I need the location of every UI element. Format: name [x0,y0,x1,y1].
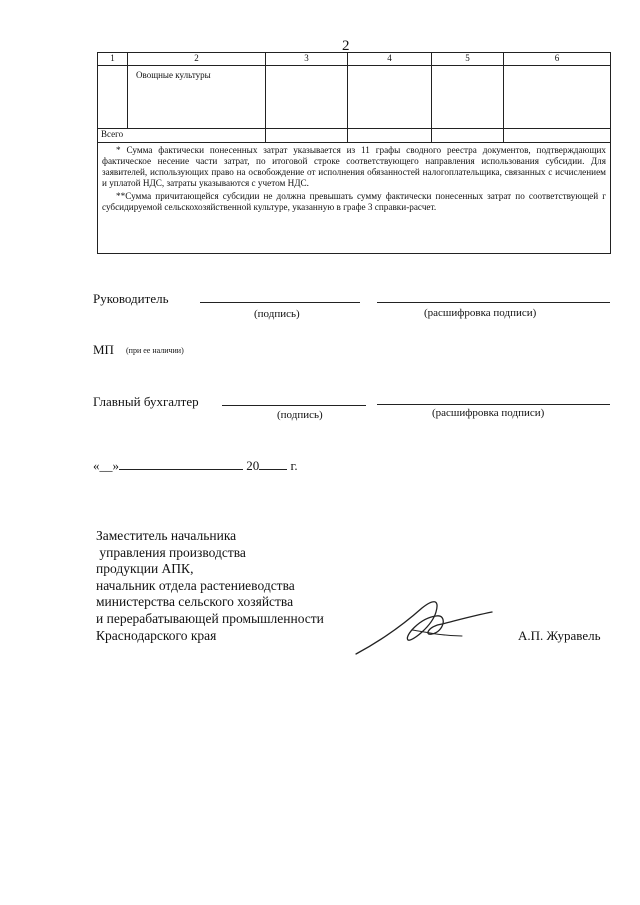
table-cell [348,66,432,129]
column-number: 4 [348,53,432,66]
table-cell [348,129,432,143]
table-cell [98,66,128,129]
head-decode-hint: (расшифровка подписи) [424,307,537,319]
column-number: 5 [432,53,504,66]
table-cell [266,66,348,129]
position-line: Краснодарского края [96,627,217,643]
page-number: 2 [342,38,350,54]
column-number: 6 [504,53,611,66]
column-number: 1 [98,53,128,66]
table-header-row [98,53,611,66]
date-year-suffix: г. [290,458,298,473]
table-cell [432,66,504,129]
accountant-decode-hint: (расшифровка подписи) [432,407,545,419]
notes-row [98,143,611,254]
total-label: Всего [98,129,266,143]
date-month-blank [119,458,243,470]
accountant-sign-hint: (подпись) [277,409,323,421]
head-sign-hint: (подпись) [254,308,300,320]
official-name: А.П. Журавель [518,628,601,643]
column-number: 3 [266,53,348,66]
column-number: 2 [128,53,266,66]
subsidy-table [97,52,611,254]
position-line: министерства сельского хозяйства [96,594,294,610]
stamp-label: МП [93,342,114,357]
head-decode-line [377,302,610,303]
position-line: и перерабатывающей промышленности [96,610,324,626]
date-year-prefix: 20 [246,458,260,473]
table-row [98,66,611,129]
table-cell [504,129,611,143]
total-row [98,129,611,143]
position-line: управления производства [96,544,246,560]
head-label: Руководитель [93,291,169,306]
accountant-decode-line [377,404,610,405]
position-line: продукции АПК, [96,561,194,577]
footnote: * Сумма фактически понесенных затрат указывается из 11 графы сводного реестра документов, подтверждающих фактическое несение части затрат, по итоговой строке соответствующего направления использования субсидии. Для заявителей, использующих право на освобождение от исполнения обязанностей налогоплательщика, связанных с исчислением и уплатой НДС, затраты указываются с учетом НДС. [102,145,606,188]
position-line: Заместитель начальника [96,528,237,543]
handwritten-signature [352,590,502,670]
footnote: **Сумма причитающейся субсидии не должна превышать сумму фактически понесенных затрат по соответствующей г субсидируемой сельскохозяйственной культуре, указанную в графе 3 справки-расчет. [102,191,606,213]
table-cell [432,129,504,143]
accountant-label: Главный бухгалтер [93,394,199,409]
table-cell [504,66,611,129]
date-year-blank [259,458,287,470]
table-cell [266,129,348,143]
position-line: начальник отдела растениеводства [96,577,295,593]
date-line [93,458,298,474]
footnotes-cell [98,143,611,254]
stamp-hint: (при ее наличии) [126,346,184,355]
head-signature-line [200,302,360,303]
crop-name-cell: Овощные культуры [128,66,266,129]
date-day: «__» [93,458,119,473]
accountant-signature-line [222,405,366,406]
official-position [96,528,396,644]
